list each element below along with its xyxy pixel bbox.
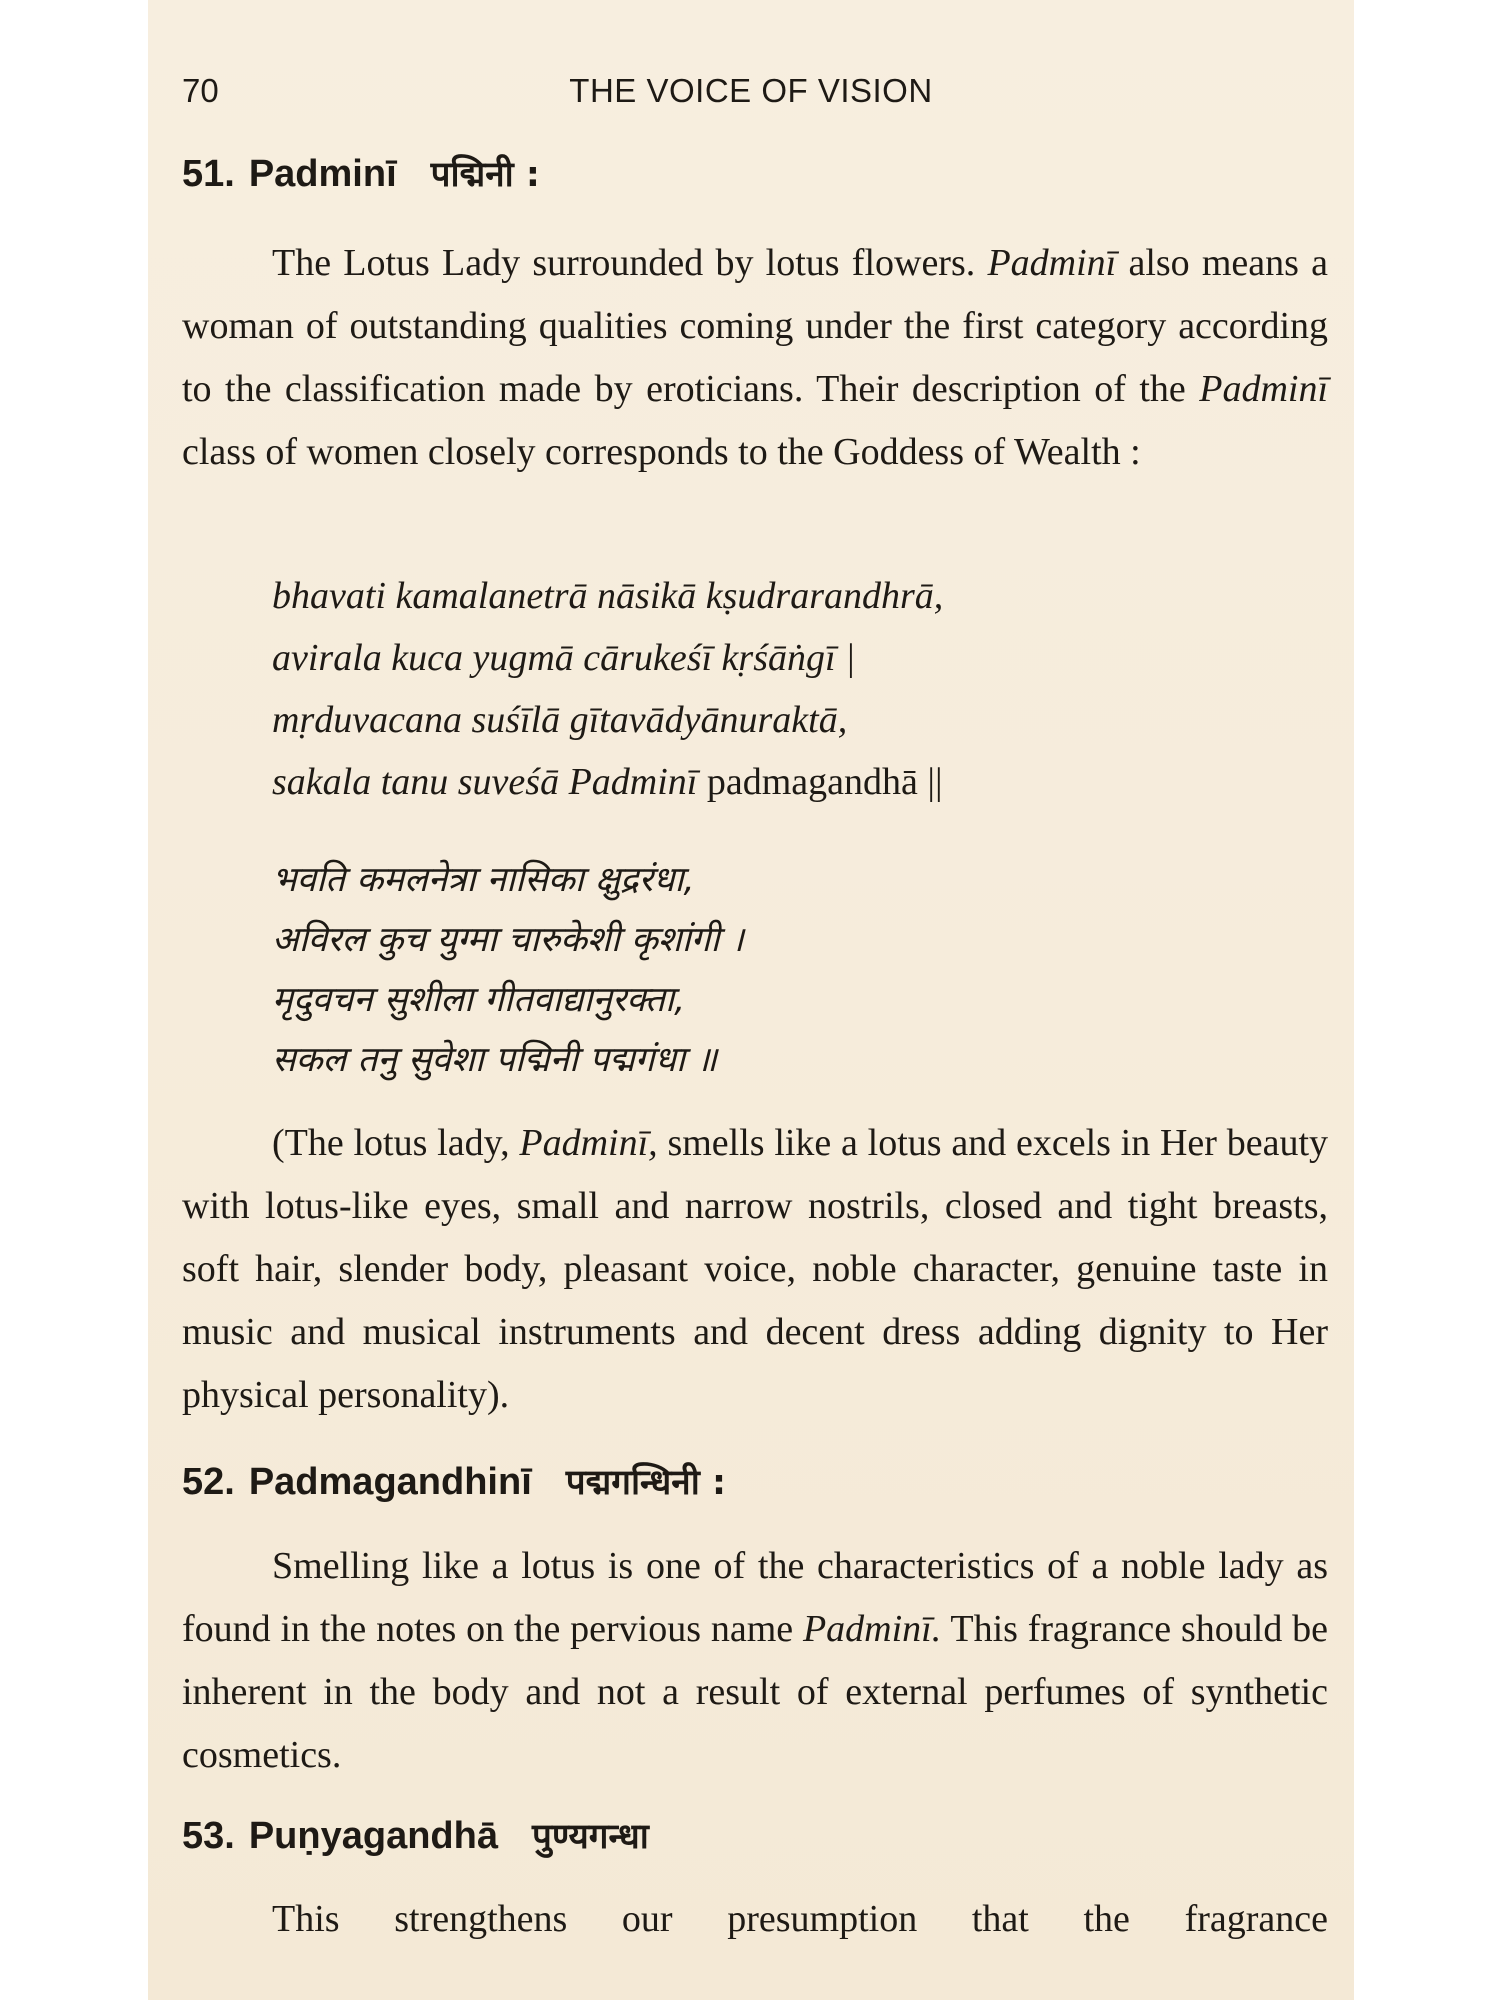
running-title: THE VOICE OF VISION [569, 72, 933, 109]
para-italic: Padminī [987, 242, 1117, 284]
verse-line: bhavati kamalanetrā nāsikā kṣudrarandhrā, [272, 575, 944, 617]
section-heading-53 [182, 1812, 649, 1859]
para-italic: Padminī. [802, 1608, 942, 1650]
section-name: Puṇyagandhā [248, 1815, 498, 1857]
section-number: 52. [182, 1461, 235, 1503]
section-name: Padmagandhinī [248, 1461, 532, 1503]
section-53-paragraph [182, 1888, 1328, 1951]
section-name: Padminī [248, 153, 397, 195]
para-italic: Padminī [1199, 368, 1329, 410]
verse-line-text: sakala tanu suveśā Padminī [272, 761, 698, 803]
verse-line-devanagari: भवति कमलनेत्रा नासिका क्षुद्ररंधा, [272, 860, 695, 900]
para-italic: Padminī, [519, 1122, 658, 1164]
para-text: (The lotus lady, [272, 1122, 510, 1164]
section-number: 53. [182, 1815, 235, 1857]
section-52-paragraph [182, 1535, 1328, 1787]
verse-devanagari [272, 850, 744, 1090]
verse-line-tail: padmagandhā || [706, 761, 943, 803]
book-page [148, 0, 1354, 2000]
section-name-devanagari: पुण्यगन्धा [531, 1817, 649, 1857]
section-heading-52 [182, 1458, 726, 1505]
page-header [182, 72, 1320, 116]
section-name-devanagari: पद्मिनी : [430, 155, 540, 195]
para-text: smells like a lotus and excels in Her beauty with lotus-like eyes, small and narrow nostrils, closed and tight breasts, soft hair, slender body, pleasant voice, noble character, genuine taste in music and musical instruments and decent dress adding dignity to Her physical personality). [182, 1122, 1329, 1416]
verse-line-devanagari: अविरल कुच युग्मा चारुकेशी कृशांगी । [272, 920, 744, 960]
verse-line-devanagari: मृदुवचन सुशीला गीतवाद्यानुरक्ता, [272, 980, 686, 1020]
section-51-paragraph [182, 232, 1328, 484]
para-text: The Lotus Lady surrounded by lotus flowers. [272, 242, 976, 284]
para-text: Smelling like a lotus is one of the characteristics of a noble lady as found in the notes on the pervious name [182, 1545, 1328, 1650]
verse-line: avirala kuca yugmā cārukeśī kṛśāṅgī | [272, 637, 856, 679]
para-text: class of women closely corresponds to the Goddess of Wealth : [182, 431, 1141, 473]
para-text: This strengthens our presumption that the fragrance [272, 1898, 1328, 1940]
verse-line-devanagari: सकल तनु सुवेशा पद्मिनी पद्मगंधा ॥ [272, 1040, 718, 1080]
verse-line [272, 751, 943, 813]
para-text: also means a woman of outstanding qualities coming under the first category according to the classification made by eroticians. Their description of the [182, 242, 1329, 410]
para-text: This fragrance should be inherent in the body and not a result of external perfumes of synthetic cosmetics. [182, 1608, 1328, 1776]
page-number: 70 [182, 72, 219, 109]
section-name-devanagari: पद्मगन्धिनी : [565, 1463, 726, 1503]
verse-line: mṛduvacana suśīlā gītavādyānuraktā, [272, 699, 848, 741]
translation-paragraph [182, 1112, 1328, 1427]
section-heading-51 [182, 150, 540, 197]
section-number: 51. [182, 153, 235, 195]
verse-roman [272, 565, 943, 813]
